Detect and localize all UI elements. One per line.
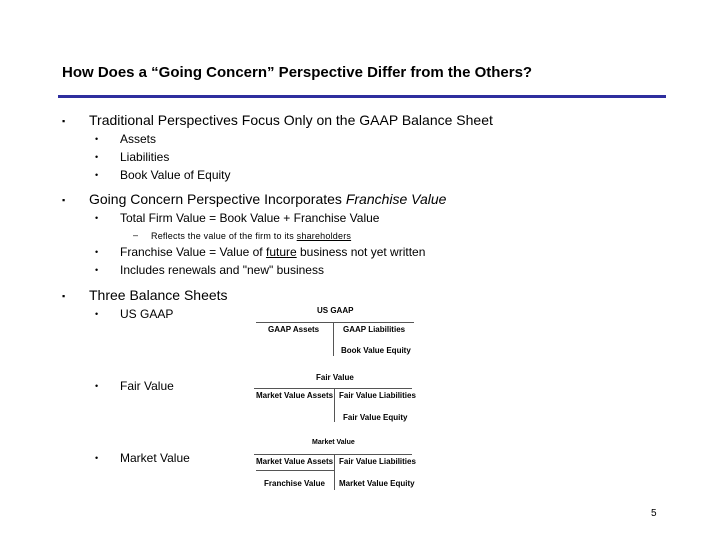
section2-item-renewals: Includes renewals and "new" business [120, 263, 324, 277]
dot-bullet-icon: • [95, 309, 99, 319]
dot-bullet-icon: • [95, 213, 99, 223]
section1-item-assets: Assets [120, 132, 157, 146]
bs-left-label: GAAP Assets [268, 325, 320, 334]
page-number: 5 [651, 508, 657, 519]
dot-bullet-icon: • [95, 453, 99, 463]
bs-title: US GAAP [317, 306, 354, 315]
section2-item2-suffix: business not yet written [296, 245, 426, 259]
title-divider [58, 95, 666, 98]
section2-subitem-underline: shareholders [296, 231, 352, 241]
square-bullet-icon: ▪ [62, 291, 66, 301]
t-account-horizontal-line [254, 454, 412, 455]
bs-right-top-label: GAAP Liabilities [343, 325, 406, 334]
bs-right-top-label: Fair Value Liabilities [339, 457, 416, 466]
section2-heading [89, 191, 446, 207]
dot-bullet-icon: • [95, 381, 99, 391]
t-account-vertical-line [333, 322, 334, 356]
section3-heading: Three Balance Sheets [89, 287, 228, 303]
section2-item2-underline: future [265, 245, 297, 259]
section1-item-liabilities: Liabilities [120, 150, 170, 164]
dot-bullet-icon: • [95, 170, 99, 180]
section2-subitem-text: Reflects the value of the firm to its [151, 231, 297, 241]
section3-item-market-value: Market Value [120, 451, 190, 465]
dot-bullet-icon: • [95, 152, 99, 162]
section1-heading: Traditional Perspectives Focus Only on the GAAP Balance Sheet [89, 112, 493, 128]
bs-right-bottom-label: Book Value Equity [341, 346, 411, 355]
square-bullet-icon: ▪ [62, 195, 66, 205]
slide-title: How Does a “Going Concern” Perspective Differ from the Others? [62, 64, 533, 81]
bs-right-bottom-label: Fair Value Equity [343, 413, 408, 422]
t-account-horizontal-line [256, 322, 414, 323]
bs-right-top-label: Fair Value Liabilities [339, 391, 416, 400]
dot-bullet-icon: • [95, 134, 99, 144]
section3-item-us-gaap: US GAAP [120, 307, 174, 321]
section2-item-franchise-value [120, 245, 425, 259]
dash-bullet-icon: – [133, 230, 139, 240]
section1-item-book-value: Book Value of Equity [120, 168, 231, 182]
section2-subitem [151, 231, 351, 241]
left-divider-line [256, 470, 334, 471]
dot-bullet-icon: • [95, 247, 99, 257]
t-account-vertical-line [334, 454, 335, 490]
dot-bullet-icon: • [95, 265, 99, 275]
section3-item-fair-value: Fair Value [120, 379, 174, 393]
t-account-horizontal-line [254, 388, 412, 389]
bs-right-bottom-label: Market Value Equity [339, 479, 415, 488]
bs-left-top-label: Market Value Assets [256, 457, 334, 466]
section2-item2-prefix: Franchise Value = Value of [120, 245, 266, 259]
bs-title: Fair Value [316, 373, 354, 382]
t-account-vertical-line [334, 388, 335, 422]
bs-left-label: Market Value Assets [256, 391, 334, 400]
section2-heading-text: Going Concern Perspective Incorporates [89, 191, 346, 207]
section2-heading-italic: Franchise Value [345, 191, 447, 207]
bs-title: Market Value [312, 439, 355, 446]
bs-left-bottom-label: Franchise Value [264, 479, 325, 488]
square-bullet-icon: ▪ [62, 116, 66, 126]
section2-item-total-firm-value: Total Firm Value = Book Value + Franchise Value [120, 211, 380, 225]
